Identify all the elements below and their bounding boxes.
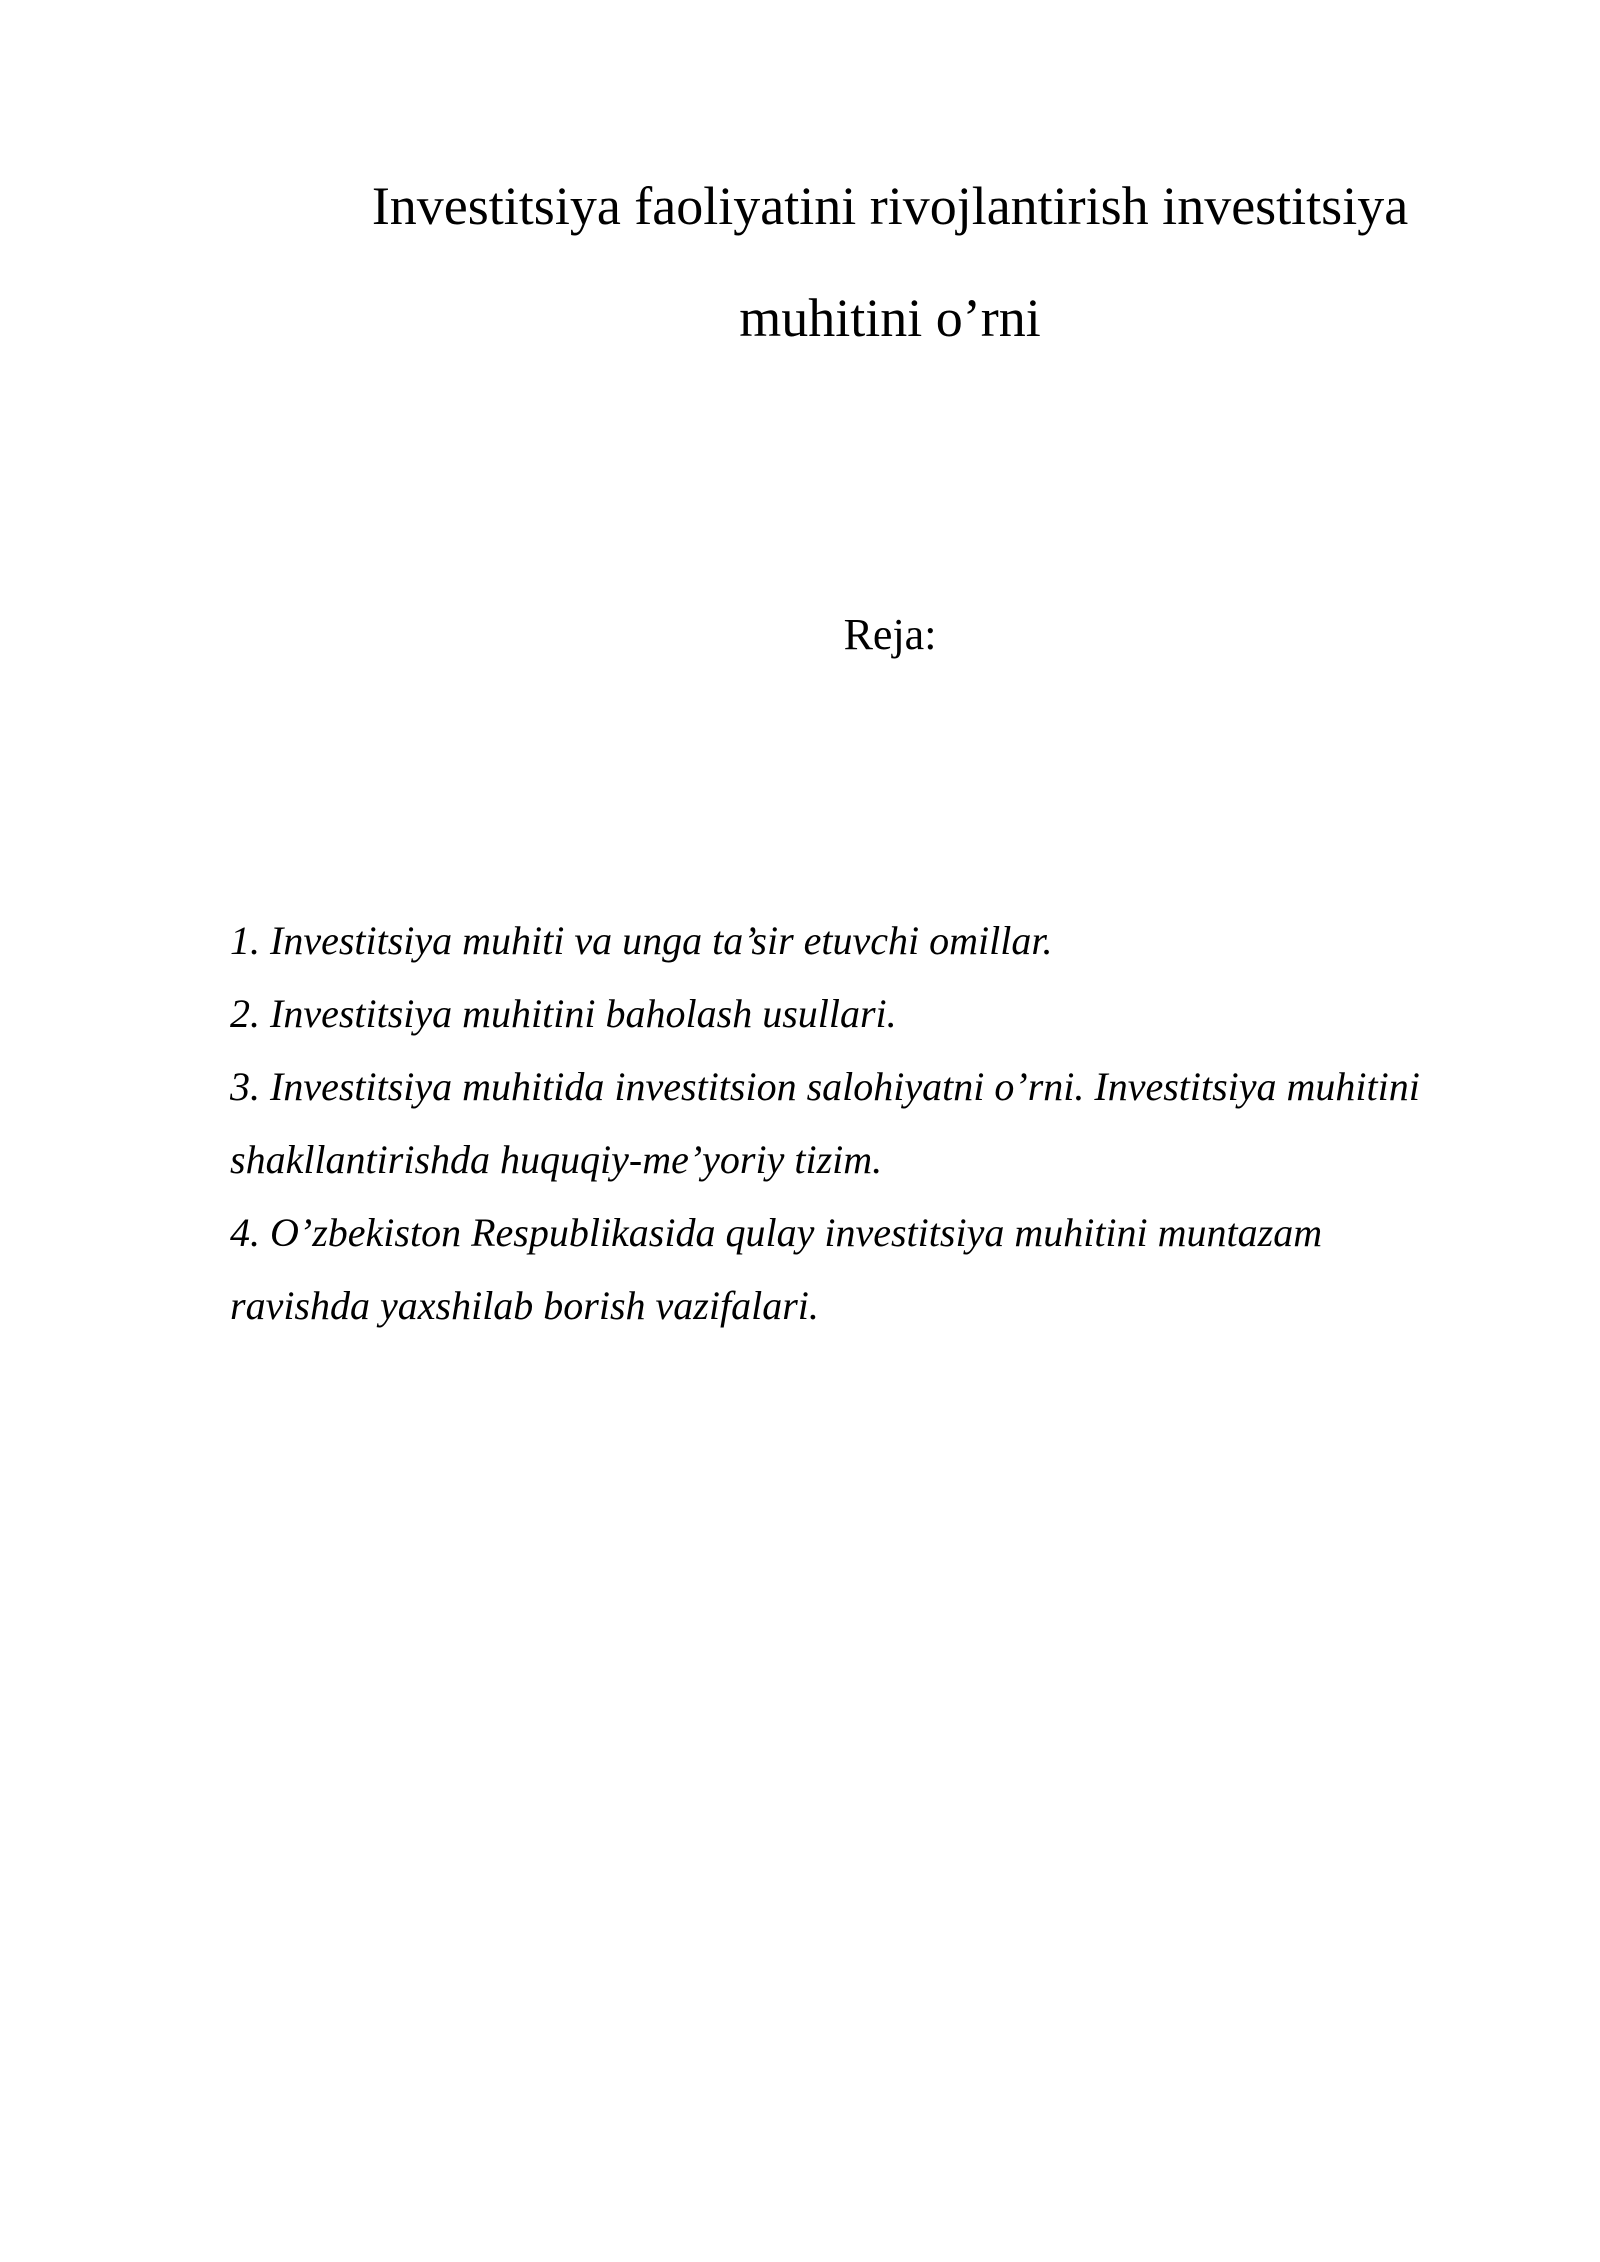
plan-item-1: 1. Investitsiya muhiti va unga ta’sir etuvchi omillar. bbox=[230, 918, 1053, 963]
plan-item-3: 3. Investitsiya muhitida investitsion salohiyatni o’rni. Investitsiya muhitini shakllantirishda huquqiy-me’yoriy tizim. bbox=[230, 1064, 1420, 1182]
plan-item-2: 2. Investitsiya muhitini baholash usullari. bbox=[230, 991, 897, 1036]
document-title bbox=[250, 150, 1530, 374]
plan-item-4: 4. O’zbekiston Respublikasida qulay investitsiya muhitini muntazam ravishda yaxshilab borish vazifalari. bbox=[230, 1210, 1323, 1328]
document-title-line-1: Investitsiya faoliyatini rivojlantirish investitsiya bbox=[371, 176, 1409, 236]
document-title-line-2: muhitini o’rni bbox=[739, 288, 1041, 348]
plan-list bbox=[230, 904, 1460, 1342]
plan-heading: Reja: bbox=[843, 610, 937, 659]
